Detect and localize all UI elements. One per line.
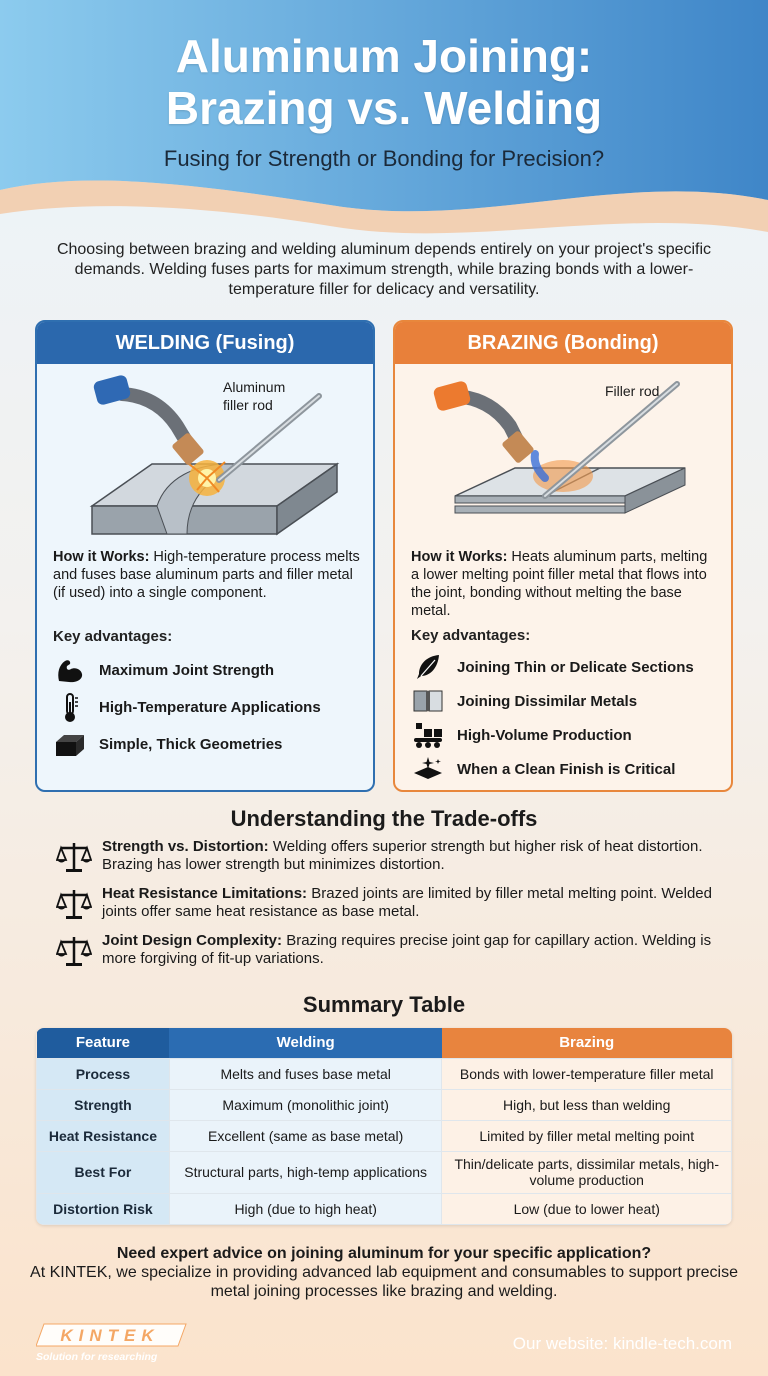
bicep-icon <box>53 656 87 686</box>
brazing-how-label: How it Works: <box>411 549 508 565</box>
brazing-advantage-label: Joining Thin or Delicate Sections <box>457 658 694 676</box>
block-icon <box>53 730 87 760</box>
balance-scale-icon <box>56 887 92 921</box>
tradeoff-label: Strength vs. Distortion: <box>102 838 269 855</box>
table-row <box>37 1089 732 1120</box>
sparkle-surface-icon <box>411 754 445 784</box>
tradeoff-text <box>102 932 716 968</box>
tradeoff-desc: Welding offers superior strength but higher risk of heat distortion. Brazing has lower strength but minimizes distortion. <box>102 838 703 873</box>
brazing-advantage-dissimilar <box>411 684 721 718</box>
table-cell-welding: Melts and fuses base metal <box>169 1058 442 1089</box>
brazing-advantages-title: Key advantages: <box>411 627 531 644</box>
website-link[interactable]: Our website: kindle-tech.com <box>512 1334 732 1353</box>
welding-advantages-list <box>53 652 363 763</box>
table-cell-brazing: Thin/delicate parts, dissimilar metals, high-volume production <box>442 1151 732 1193</box>
welding-advantages-title: Key advantages: <box>53 628 173 645</box>
tradeoff-text <box>102 838 716 874</box>
tradeoffs-list <box>56 838 716 979</box>
balance-scale-icon <box>56 934 92 968</box>
balance-scale-icon <box>56 840 92 874</box>
brazing-panel-title: BRAZING (Bonding) <box>395 322 731 364</box>
brazing-advantage-label: Joining Dissimilar Metals <box>457 692 638 710</box>
table-cell-welding: Structural parts, high-temp applications <box>169 1151 442 1193</box>
table-cell-brazing: Low (due to lower heat) <box>442 1193 732 1224</box>
brazing-advantage-finish <box>411 752 721 786</box>
tradeoff-text <box>102 885 716 921</box>
header-banner <box>0 0 768 240</box>
table-cell-brazing: Bonds with lower-temperature filler metal <box>442 1058 732 1089</box>
welding-advantage-temperature <box>53 689 363 726</box>
table-row <box>37 1120 732 1151</box>
brazing-advantage-label: When a Clean Finish is Critical <box>457 760 676 778</box>
table-header-brazing: Brazing <box>442 1028 732 1058</box>
table-cell-feature: Process <box>37 1058 170 1089</box>
table-row <box>37 1058 732 1089</box>
conveyor-icon <box>411 720 445 750</box>
welding-how-label: How it Works: <box>53 549 150 565</box>
brazing-illustration <box>395 366 731 546</box>
brazing-advantage-volume <box>411 718 721 752</box>
welding-illustration <box>37 366 373 546</box>
table-cell-welding: Maximum (monolithic joint) <box>169 1089 442 1120</box>
cta-question: Need expert advice on joining aluminum for your specific application? <box>116 1245 652 1262</box>
table-cell-feature: Strength <box>37 1089 170 1120</box>
tradeoff-label: Heat Resistance Limitations: <box>102 885 308 902</box>
brazing-how-it-works <box>411 548 719 620</box>
welding-rod-label-line1: Aluminum <box>223 379 286 395</box>
table-header-welding: Welding <box>169 1028 442 1058</box>
tradeoff-desc: Brazing requires precise joint gap for capillary action. Welding is more forgiving of fit-up variations. <box>102 932 712 967</box>
title-line-1: Aluminum Joining: <box>175 30 593 82</box>
table-cell-feature: Best For <box>37 1151 170 1193</box>
logo-text: KINTEK <box>60 1326 160 1345</box>
brazing-how-text: Heats aluminum parts, melting a lower melting point filler metal that flows into the joint, bonding without melting the base metal. <box>411 549 708 619</box>
welding-panel <box>35 320 375 792</box>
table-cell-welding: High (due to high heat) <box>169 1193 442 1224</box>
brazing-advantage-thin <box>411 650 721 684</box>
welding-advantage-label: High-Temperature Applications <box>99 699 321 716</box>
title-line-2: Brazing vs. Welding <box>165 82 603 134</box>
tradeoff-label: Joint Design Complexity: <box>102 932 283 949</box>
table-cell-brazing: Limited by filler metal melting point <box>442 1120 732 1151</box>
welding-advantage-label: Maximum Joint Strength <box>99 662 275 679</box>
table-header-feature: Feature <box>37 1028 170 1058</box>
table-row <box>37 1151 732 1193</box>
welding-panel-title: WELDING (Fusing) <box>37 322 373 364</box>
table-header-row <box>37 1028 732 1058</box>
welding-rod-label-line2: filler rod <box>223 397 273 413</box>
welding-advantage-label: Simple, Thick Geometries <box>99 736 283 753</box>
thermometer-icon <box>53 693 87 723</box>
tradeoff-item <box>56 932 716 968</box>
table-cell-feature: Heat Resistance <box>37 1120 170 1151</box>
page-title <box>0 30 768 134</box>
call-to-action <box>30 1244 738 1301</box>
tradeoff-desc: Brazed joints are limited by filler metal melting point. Welded joints offer same heat resistance as base metal. <box>102 885 712 920</box>
summary-title: Summary Table <box>302 992 466 1017</box>
table-cell-welding: Excellent (same as base metal) <box>169 1120 442 1151</box>
welding-advantage-geometry <box>53 726 363 763</box>
welding-advantage-strength <box>53 652 363 689</box>
brazing-advantages-list <box>411 650 721 786</box>
welding-how-text: High-temperature process melts and fuses base aluminum parts and filler metal (if used) into a single component. <box>53 549 360 601</box>
dissimilar-metals-icon <box>411 686 445 716</box>
welding-how-it-works <box>53 548 361 602</box>
table-cell-feature: Distortion Risk <box>37 1193 170 1224</box>
summary-table <box>36 1028 732 1225</box>
brazing-rod-label: Filler rod <box>605 383 660 399</box>
tradeoff-item <box>56 838 716 874</box>
kintek-logo <box>36 1322 196 1366</box>
logo-tagline: Solution for researching <box>36 1351 158 1363</box>
page-subtitle: Fusing for Strength or Bonding for Precision? <box>163 146 605 171</box>
cta-text: At KINTEK, we specialize in providing advanced lab equipment and consumables to support precise metal joining processes like brazing and welding. <box>30 1264 738 1300</box>
intro-text: Choosing between brazing and welding aluminum depends entirely on your project's specific demands. Welding fuses parts for maximum strength, while brazing bonds with a lower-temperature filler for delicacy and versatility. <box>56 241 712 298</box>
tradeoffs-title: Understanding the Trade-offs <box>230 806 538 831</box>
feather-icon <box>411 652 445 682</box>
table-cell-brazing: High, but less than welding <box>442 1089 732 1120</box>
brazing-advantage-label: High-Volume Production <box>457 726 632 744</box>
table-row <box>37 1193 732 1224</box>
brazing-panel <box>393 320 733 792</box>
tradeoff-item <box>56 885 716 921</box>
